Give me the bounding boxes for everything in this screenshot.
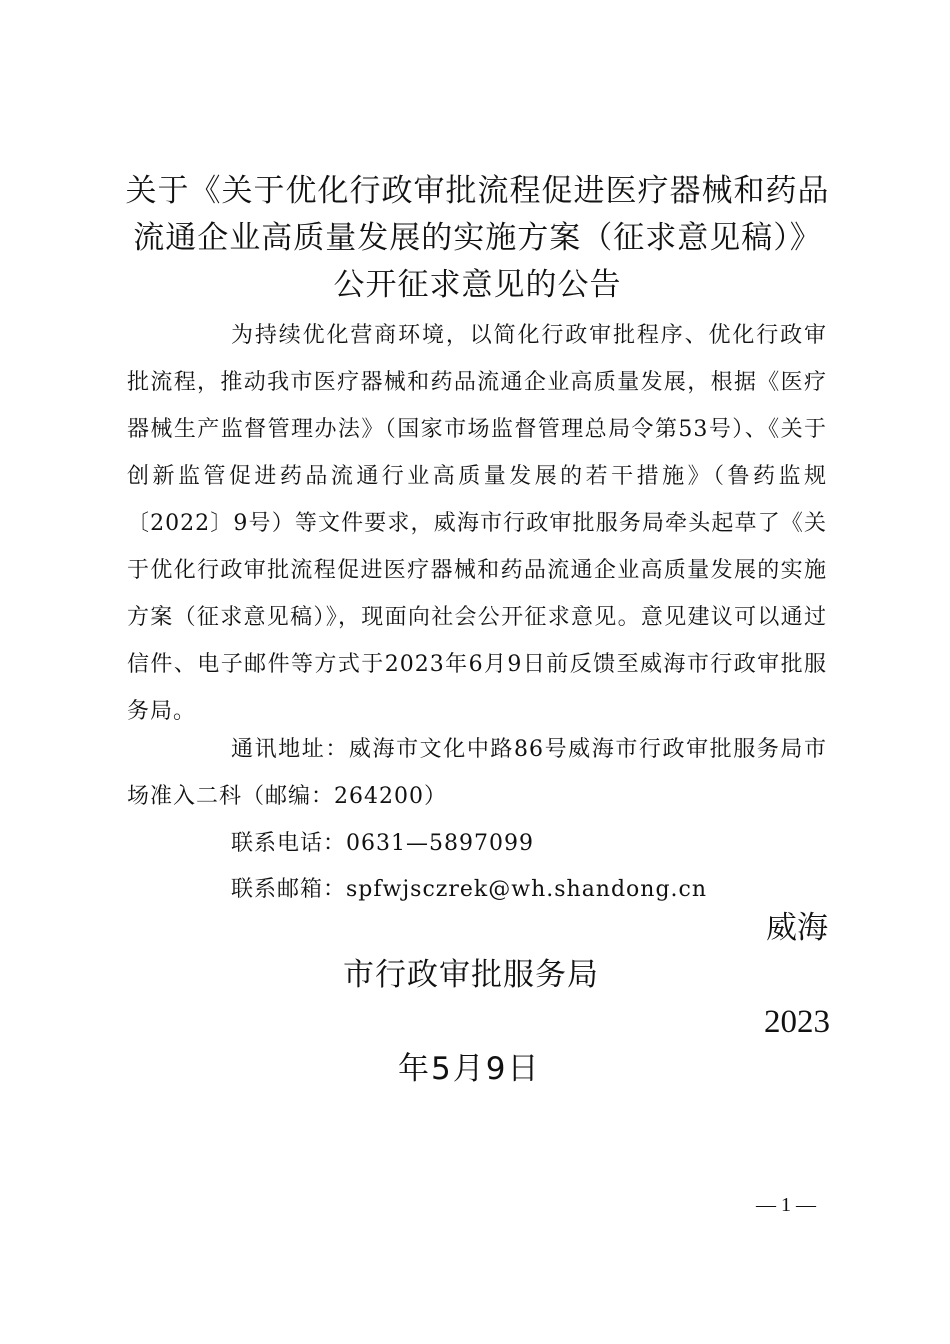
address-paragraph: 通讯地址：威海市文化中路86号威海市行政审批服务局市场准入二科（邮编：264200） (127, 737, 827, 809)
signature-issuer-part1: 威海 (766, 910, 828, 946)
signature-date-year: 2023 (764, 1004, 830, 1040)
signature-date-rest: 年5月9日 (398, 1051, 541, 1087)
main-paragraph: 为持续优化营商环境，以简化行政审批程序、优化行政审批流程，推动我市医疗器械和药品流通企业高质量发展，根据《医疗器械生产监督管理办法》（国家市场监督管理总局令第53号）、《关于创新监管促进药品流通行业高质量发展的若干措施》（鲁药监规〔2022〕9号）等文件要求，威海市行政审批服务局牵头起草了《关于优化行政审批流程促进医疗器械和药品流通企业高质量发展的实施方案（征求意见稿）》，现面向社会公开征求意见。意见建议可以通过信件、电子邮件等方式于2023年6月9日前反馈至威海市行政审批服务局。 (127, 323, 828, 724)
signature-issuer-part2: 市行政审批服务局 (343, 957, 599, 993)
document-title: 关于《关于优化行政审批流程促进医疗器械和药品流通企业高质量发展的实施方案（征求意见稿）》公开征求意见的公告 (125, 173, 830, 303)
page-number: — 1 — (756, 1194, 816, 1216)
email-paragraph: 联系邮箱：spfwjsczrek@wh.shandong.cn (231, 877, 708, 902)
phone-paragraph: 联系电话：0631—5897099 (231, 831, 534, 856)
